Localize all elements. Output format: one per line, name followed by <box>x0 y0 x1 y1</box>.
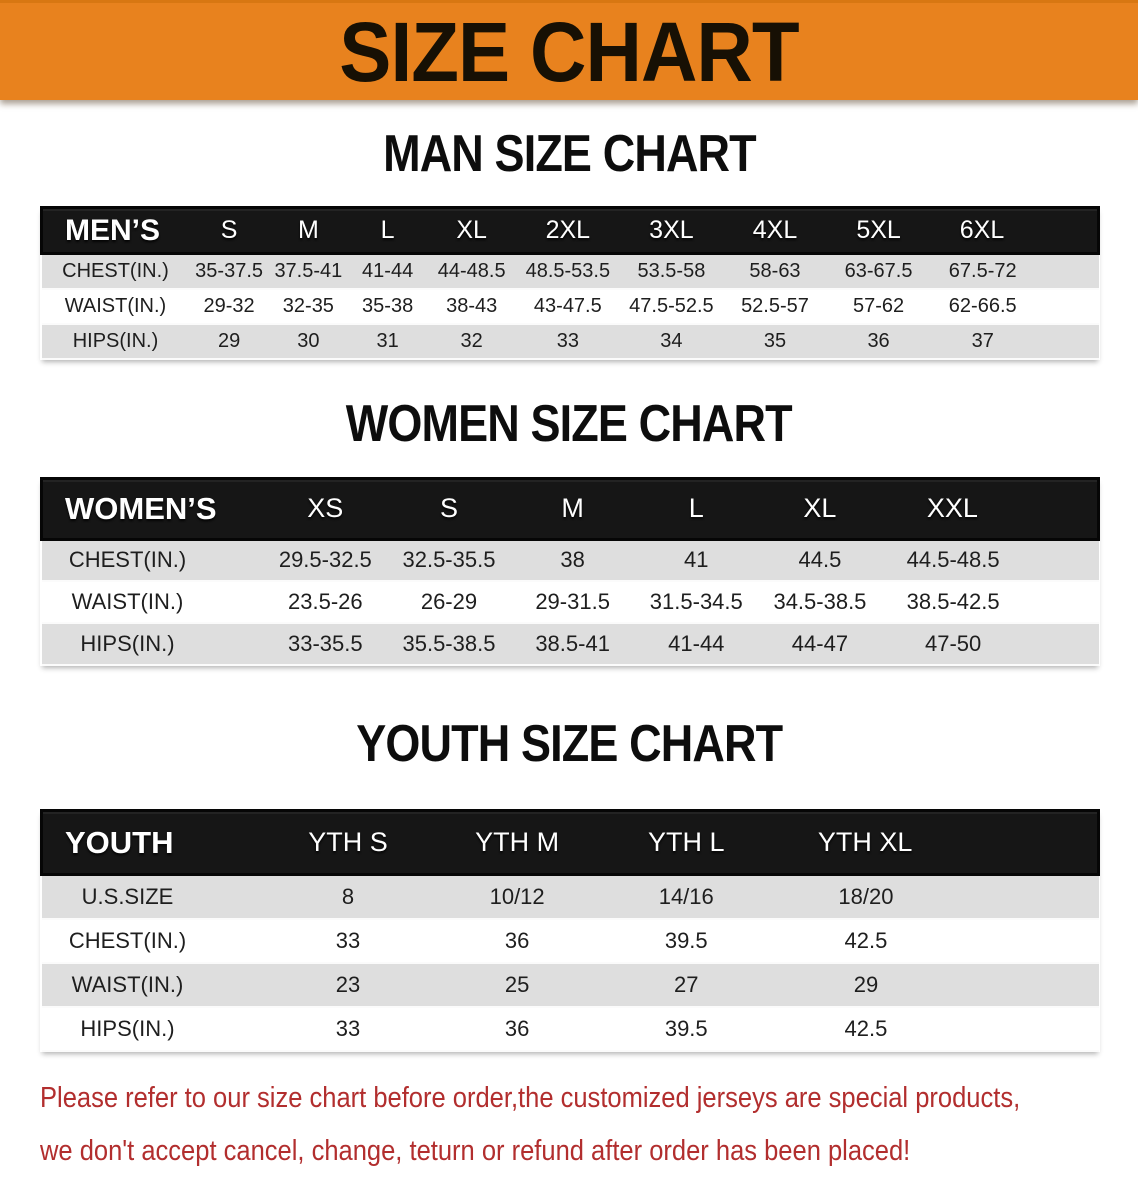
size-value-cell: 43-47.5 <box>533 294 602 317</box>
size-value-cell: 29-31.5 <box>535 589 610 614</box>
size-chart-banner <box>0 0 1138 100</box>
size-value-cell: 42.5 <box>844 1015 888 1041</box>
size-value-cell: 62-66.5 <box>948 294 1017 317</box>
table-title-cell: MEN’S <box>42 208 190 254</box>
size-value-cell: 63-67.5 <box>827 254 931 289</box>
youth-section-heading <box>0 716 1138 782</box>
column-header: S <box>387 478 511 539</box>
size-value-cell: 35.5-38.5 <box>387 623 511 665</box>
men-size-section <box>0 126 1138 360</box>
size-value-cell: 32 <box>427 324 516 359</box>
row-label: CHEST(IN.) <box>42 539 264 581</box>
size-value-cell: 27 <box>602 963 771 1007</box>
size-value-cell: 67.5-72 <box>930 254 1098 289</box>
disclaimer <box>40 1074 1138 1180</box>
size-value-cell: 39.5 <box>664 927 708 953</box>
size-value-cell: 29-32 <box>203 294 255 317</box>
size-value-cell: 33 <box>516 324 620 359</box>
size-value-cell: 37.5-41 <box>269 254 348 289</box>
table-row <box>42 875 1099 919</box>
size-value-cell: 52.5-57 <box>741 294 809 317</box>
size-value-cell: 38 <box>511 539 635 581</box>
size-value-cell: 36 <box>827 324 931 359</box>
size-value-cell: 26-29 <box>420 589 478 614</box>
size-value-cell: 10/12 <box>433 875 602 919</box>
size-value-cell: 29.5-32.5 <box>263 539 387 581</box>
size-value-cell: 38.5-41 <box>511 623 635 665</box>
size-value-cell: 32.5-35.5 <box>387 539 511 581</box>
size-value-cell: 23.5-26 <box>288 589 363 614</box>
size-value-cell: 44.5-48.5 <box>882 539 1099 581</box>
row-label: WAIST(IN.) <box>42 963 264 1007</box>
size-value-cell: 37 <box>930 324 1098 359</box>
size-value-cell: 33-35.5 <box>263 623 387 665</box>
size-value-cell: 48.5-53.5 <box>516 254 620 289</box>
table-row <box>42 289 1099 324</box>
row-label: U.S.SIZE <box>42 875 264 919</box>
size-value-cell: 8 <box>263 875 432 919</box>
table-row <box>42 254 1099 289</box>
header-row <box>42 208 1099 254</box>
column-header: L <box>634 478 758 539</box>
table-row <box>42 324 1099 359</box>
women-section-heading <box>0 396 1138 462</box>
column-header: M <box>269 208 348 254</box>
size-value-cell: 41-44 <box>634 623 758 665</box>
size-value-cell: 42.5 <box>844 927 888 953</box>
size-value-cell: 33 <box>335 1015 361 1041</box>
column-header: XXL <box>882 478 1099 539</box>
men-section-heading-text: MAN SIZE CHART <box>382 125 756 183</box>
women-section-heading-text: WOMEN SIZE CHART <box>346 394 792 453</box>
column-header: L <box>348 208 427 254</box>
size-value-cell: 33 <box>335 927 361 953</box>
column-header: XS <box>263 478 387 539</box>
column-header: 6XL <box>930 208 1098 254</box>
size-value-cell: 29 <box>771 963 1099 1007</box>
column-header: 2XL <box>516 208 620 254</box>
size-value-cell: 35-38 <box>362 294 414 317</box>
size-value-cell: 34.5-38.5 <box>773 589 867 614</box>
header-row <box>42 811 1099 875</box>
disclaimer-line-1 <box>40 1074 1138 1127</box>
row-label: WAIST(IN.) <box>64 294 167 317</box>
youth-size-section <box>0 716 1138 1052</box>
size-value-cell: 23 <box>263 963 432 1007</box>
size-value-cell: 31 <box>348 324 427 359</box>
size-value-cell: 41 <box>634 539 758 581</box>
size-value-cell: 36 <box>504 1015 530 1041</box>
column-header: YTH S <box>263 811 432 875</box>
table-title-cell: WOMEN’S <box>42 478 264 539</box>
size-value-cell: 39.5 <box>664 1015 708 1041</box>
men-section-heading <box>0 126 1138 192</box>
size-value-cell: 32-35 <box>282 294 334 317</box>
size-value-cell: 57-62 <box>852 294 905 317</box>
women-size-section <box>0 396 1138 667</box>
row-label: CHEST(IN.) <box>42 254 190 289</box>
men-size-table <box>40 206 1100 360</box>
youth-size-table <box>40 809 1100 1052</box>
size-value-cell: 44-47 <box>758 623 882 665</box>
size-value-cell: 14/16 <box>602 875 771 919</box>
size-value-cell: 34 <box>620 324 724 359</box>
table-title-cell: YOUTH <box>42 811 264 875</box>
size-value-cell: 44-48.5 <box>427 254 516 289</box>
column-header: YTH XL <box>771 811 1099 875</box>
size-value-cell: 31.5-34.5 <box>649 589 743 614</box>
size-value-cell: 25 <box>433 963 602 1007</box>
column-header: XL <box>758 478 882 539</box>
column-header: YTH L <box>602 811 771 875</box>
size-value-cell: 41-44 <box>348 254 427 289</box>
table-row <box>42 963 1099 1007</box>
size-value-cell: 44.5 <box>758 539 882 581</box>
size-value-cell: 53.5-58 <box>620 254 724 289</box>
youth-section-heading-text: YOUTH SIZE CHART <box>356 715 782 773</box>
disclaimer-line-2 <box>40 1127 1138 1180</box>
row-label: CHEST(IN.) <box>68 927 187 953</box>
disclaimer-line-1-text: Please refer to our size chart before order,the customized jerseys are special products, <box>40 1081 1021 1114</box>
row-label: HIPS(IN.) <box>42 623 264 665</box>
column-header: 5XL <box>827 208 931 254</box>
column-header: S <box>189 208 268 254</box>
disclaimer-line-2-text: we don't accept cancel, change, teturn or refund after order has been placed! <box>40 1134 911 1167</box>
women-size-table <box>40 477 1100 667</box>
table-row <box>42 539 1099 581</box>
header-row <box>42 478 1099 539</box>
size-value-cell: 47.5-52.5 <box>629 294 714 317</box>
row-label: WAIST(IN.) <box>71 589 184 614</box>
size-value-cell: 35-37.5 <box>189 254 268 289</box>
table-row <box>42 581 1099 623</box>
table-row <box>42 623 1099 665</box>
column-header: YTH M <box>433 811 602 875</box>
size-value-cell: 47-50 <box>882 623 1099 665</box>
size-value-cell: 38-43 <box>446 294 498 317</box>
size-value-cell: 29 <box>189 324 268 359</box>
size-value-cell: 38.5-42.5 <box>906 589 1000 614</box>
column-header: 3XL <box>620 208 724 254</box>
table-row <box>42 1007 1099 1051</box>
size-value-cell: 36 <box>504 927 530 953</box>
row-label: HIPS(IN.) <box>42 324 190 359</box>
row-label: HIPS(IN.) <box>80 1015 175 1041</box>
size-value-cell: 35 <box>723 324 827 359</box>
column-header: M <box>511 478 635 539</box>
size-value-cell: 18/20 <box>771 875 1099 919</box>
column-header: 4XL <box>723 208 827 254</box>
table-row <box>42 919 1099 963</box>
banner-title: SIZE CHART <box>339 4 799 99</box>
size-value-cell: 58-63 <box>723 254 827 289</box>
size-value-cell: 30 <box>269 324 348 359</box>
column-header: XL <box>427 208 516 254</box>
